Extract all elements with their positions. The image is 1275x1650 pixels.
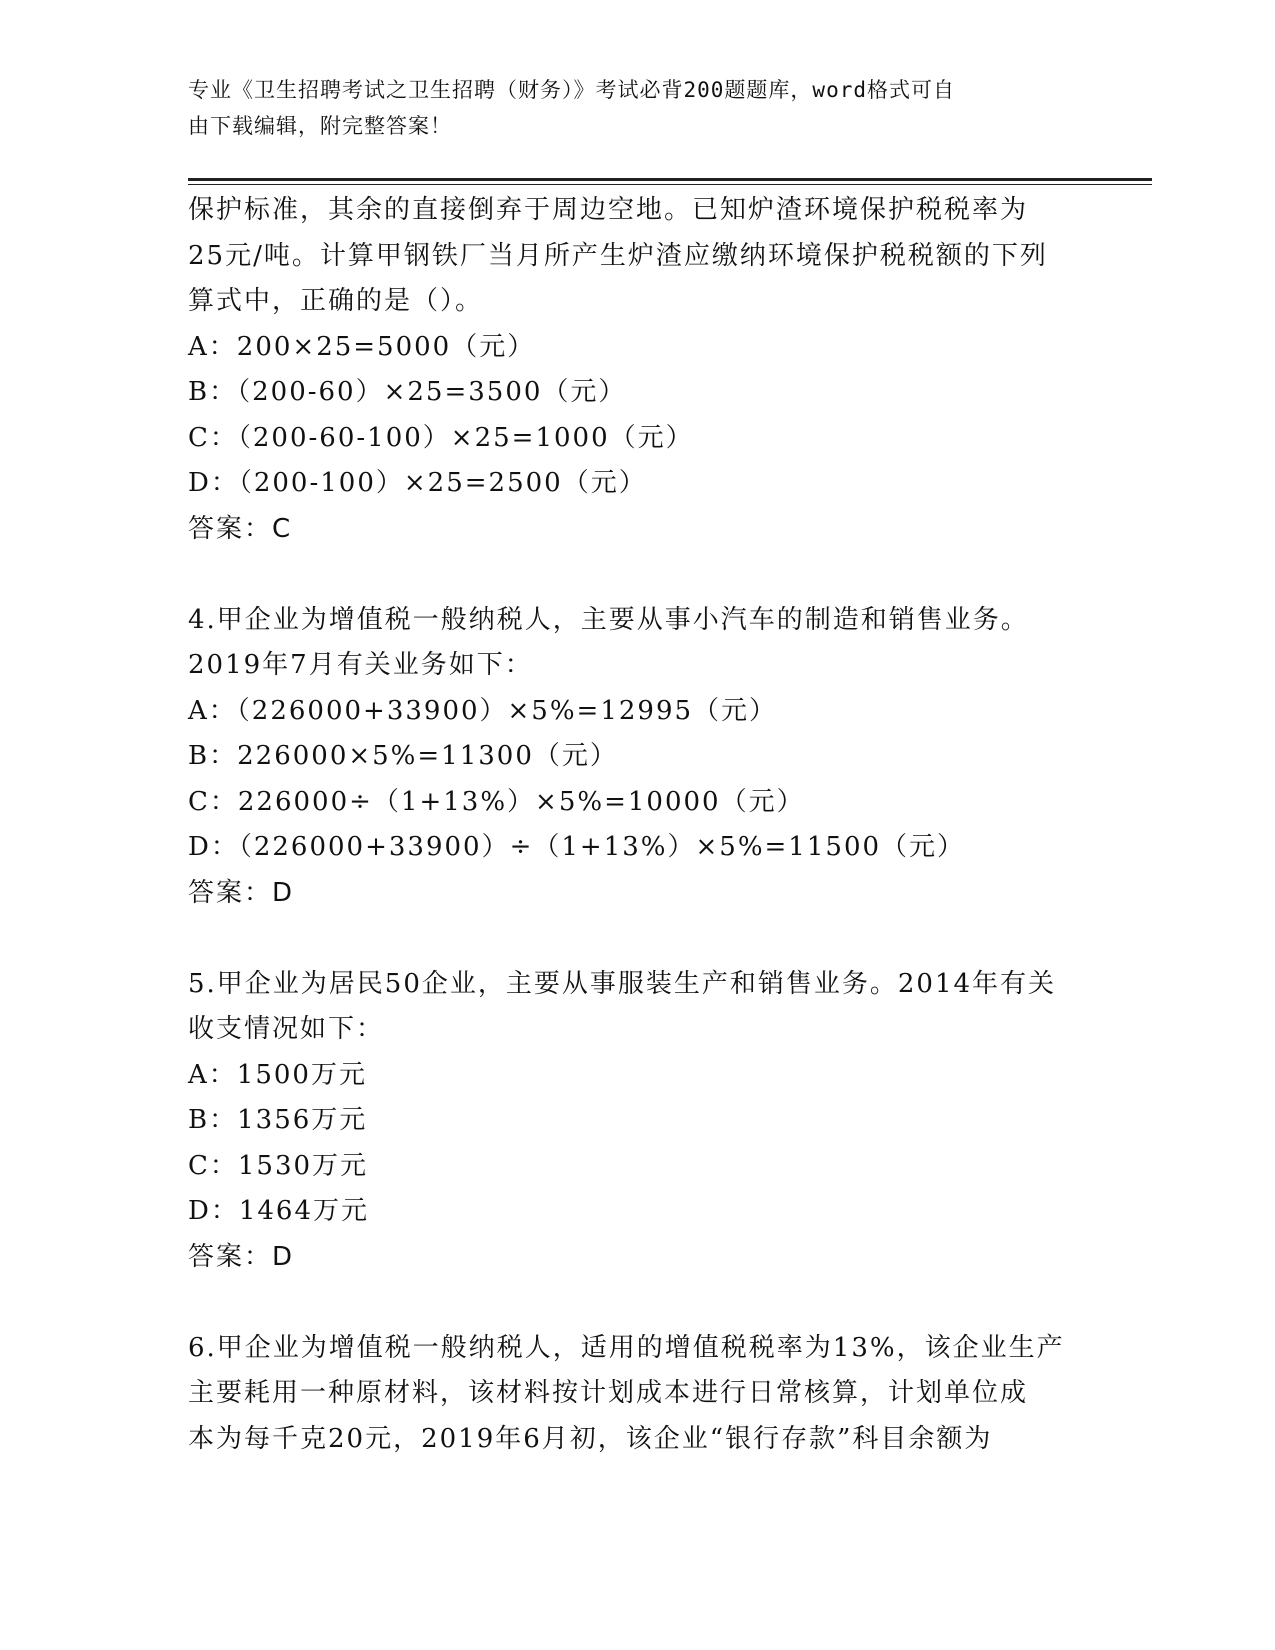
spacer — [188, 1280, 1088, 1326]
option-d: D：（226000+33900）÷（1+13%）×5%=11500（元） — [188, 832, 966, 862]
question-text-line: 25元/吨。计算甲钢铁厂当月所产生炉渣应缴纳环境保护税税额的下列 — [188, 240, 1048, 271]
question-text-line: 5.甲企业为居民50企业，主要从事服装生产和销售业务。2014年有关 — [188, 968, 1057, 999]
question-text-line: 2019年7月有关业务如下： — [188, 650, 533, 680]
question-6 — [188, 1326, 1088, 1463]
option-a: A：（226000+33900）×5%=12995（元） — [188, 695, 778, 726]
header-line-1: 专业《卫生招聘考试之卫生招聘（财务）》考试必背200题题库，word格式可自 — [188, 78, 955, 102]
header-line-2: 由下载编辑，附完整答案！ — [188, 114, 452, 138]
option-d: D：1464万元 — [188, 1196, 370, 1226]
answer: 答案：D — [188, 1241, 295, 1272]
spacer — [188, 552, 1088, 598]
document-body — [188, 188, 1088, 1462]
option-c: C：（200-60-100）×25=1000（元） — [188, 422, 694, 453]
option-a: A：1500万元 — [188, 1059, 367, 1090]
question-text-line: 6.甲企业为增值税一般纳税人，适用的增值税税率为13%，该企业生产 — [188, 1332, 1065, 1363]
question-text-line: 保护标准，其余的直接倒弃于周边空地。已知炉渣环境保护税税率为 — [188, 195, 1029, 225]
question-text-line: 4.甲企业为增值税一般纳税人，主要从事小汽车的制造和销售业务。 — [188, 604, 1029, 635]
answer: 答案：C — [188, 513, 293, 544]
question-text-line: 收支情况如下： — [188, 1014, 385, 1044]
spacer — [188, 916, 1088, 962]
question-text-line: 算式中，正确的是（）。 — [188, 286, 484, 316]
option-c: C：226000÷（1+13%）×5%=10000（元） — [188, 786, 805, 817]
option-b: B：（200-60）×25=3500（元） — [188, 377, 627, 407]
option-b: B：226000×5%=11300（元） — [188, 741, 618, 771]
answer: 答案：D — [188, 877, 295, 908]
question-5 — [188, 962, 1088, 1281]
question-text-line: 本为每千克20元，2019年6月初，该企业“银行存款”科目余额为 — [188, 1423, 993, 1454]
header-divider-thin — [188, 184, 1152, 185]
option-d: D：（200-100）×25=2500（元） — [188, 468, 647, 498]
option-b: B：1356万元 — [188, 1105, 368, 1135]
option-c: C：1530万元 — [188, 1150, 369, 1181]
question-4 — [188, 598, 1088, 917]
header-divider-thick — [188, 178, 1152, 181]
option-a: A：200×25=5000（元） — [188, 331, 536, 362]
question-3 — [188, 188, 1088, 552]
question-text-line: 主要耗用一种原材料，该材料按计划成本进行日常核算，计划单位成 — [188, 1378, 1029, 1408]
document-header — [188, 72, 1088, 144]
